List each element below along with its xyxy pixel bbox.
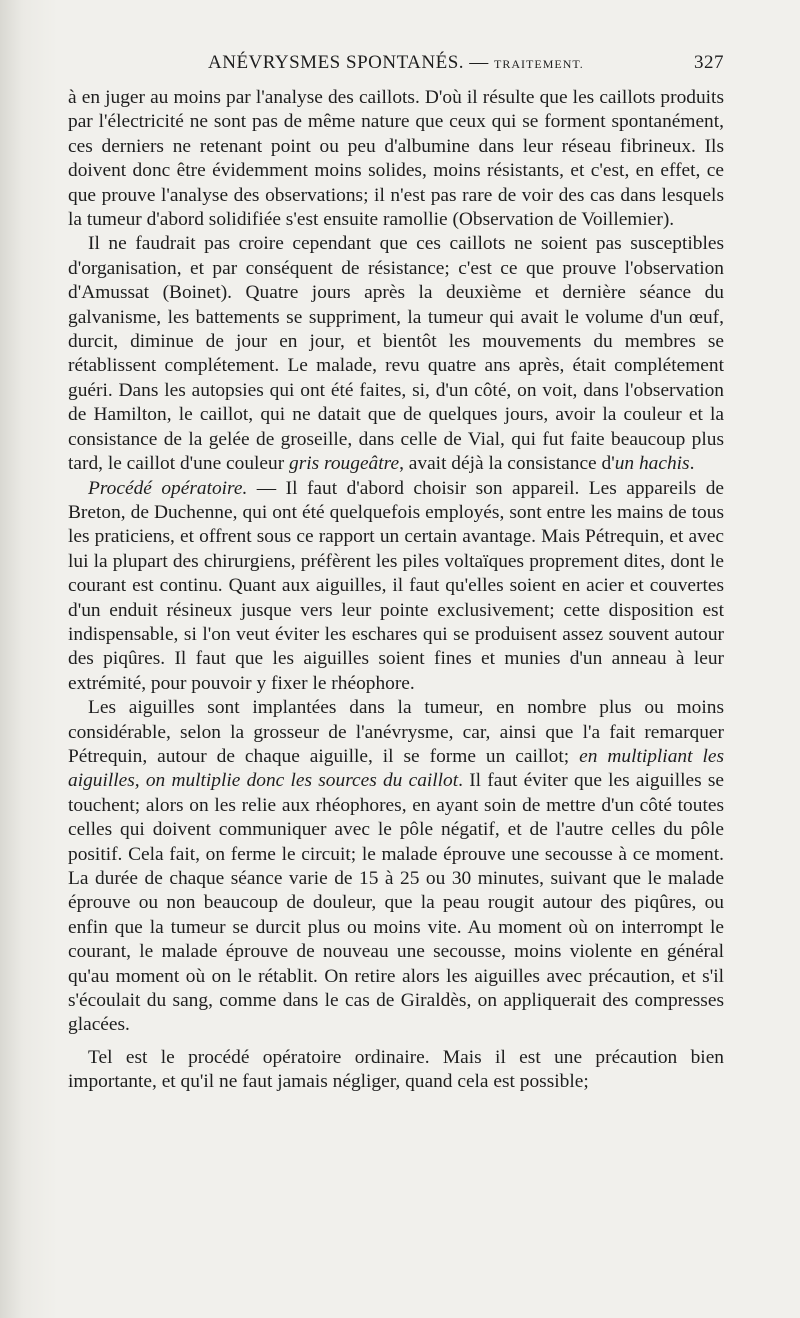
page-gutter-shadow (0, 0, 58, 1318)
paragraph-3-text: — Il faut d'abord choisir son appareil. Les appareils de Breton, de Duchenne, qui ont été quelquefois employés, sont entre les mains de tous les praticiens, et offrent sous ce rapport un certain avantage. Mais Pétrequin, et avec lui la plupart des chirurgiens, préfèrent les piles voltaïques proprement dites, dont le courant est continu. Quant aux aiguilles, il faut qu'elles soient en acier et couvertes d'un enduit résineux jusque vers leur pointe exclusivement; cette disposition est indispensable, si l'on veut éviter les eschares qui se produisent assez souvent autour des piqûres. Il faut que les aiguilles soient fines et munies d'un anneau à leur extrémité, pour pouvoir y fixer le rhéophore. (68, 477, 724, 694)
paragraph-2-text-c: . (689, 453, 695, 475)
running-title-main: ANÉVRYSMES SPONTANÉS. (208, 52, 465, 73)
paragraph-2-italic-1: gris rougeâtre (289, 453, 400, 475)
running-title-sub: TRAITEMENT. (494, 57, 584, 71)
section-heading-procede-operatoire: Procédé opératoire. (88, 477, 248, 499)
running-title (208, 52, 584, 74)
paragraph-2-text-b: , avait déjà la consistance d' (399, 453, 615, 475)
paragraph-2 (68, 232, 724, 476)
paragraph-4-text-a: Les aiguilles sont implantées dans la tumeur, en nombre plus ou moins considérable, selon la grosseur de l'anévrysme, car, ainsi que l'a fait remarquer Pétrequin, autour de chaque aiguille, il se forme un caillot; (68, 697, 724, 767)
paragraph-4 (68, 696, 724, 1038)
paragraph-2-italic-2: un hachis (614, 453, 690, 475)
page-number: 327 (694, 52, 724, 73)
paragraph-4-text-b: . Il faut éviter que les aiguilles se touchent; alors on les relie aux rhéophores, en ayant soin de mettre d'un côté toutes celles qui doivent communiquer avec le pôle négatif, et de l'autre celles du pôle positif. Cela fait, on ferme le circuit; le malade éprouve une secousse à ce moment. La durée de chaque séance varie de 15 à 25 ou 30 minutes, suivant que le malade éprouve ou non beaucoup de douleur, que la peau rougit autour des piqûres, ou enfin que la tumeur se durcit plus ou moins vite. Au moment où on interrompt le courant, le malade éprouve de nouveau une secousse, moins violente en général qu'au moment où on le rétablit. On retire alors les aiguilles avec précaution, et s'il s'écoulait du sang, comme dans le cas de Giraldès, on appliquerait des compresses glacées. (68, 770, 724, 1036)
paragraph-3 (68, 477, 724, 697)
running-title-dash: — (464, 52, 495, 73)
paragraph-1: à en juger au moins par l'analyse des caillots. D'où il résulte que les caillots produits par l'électricité ne sont pas de même nature que ceux qui se forment spontanément, ces derniers ne retenant point ou peu d'albumine dans leur réseau fibrineux. Ils doivent donc être évidemment moins solides, moins résistants, et c'est, en effet, ce que prouve l'analyse des observations; il n'est pas rare de voir des cas dans lesquels la tumeur d'abord solidifiée s'est ensuite ramollie (Observation de Voillemier). (68, 87, 724, 231)
paragraph-2-text-a: Il ne faudrait pas croire cependant que ces caillots ne soient pas susceptibles d'organisation, et par conséquent de résistance; c'est ce que prouve l'observation d'Amussat (Boinet). Quatre jours après la deuxième et dernière séance du galvanisme, les battements se suppriment, la tumeur qui avait le volume d'un œuf, durcit, diminue de jour en jour, et bientôt les mouvements du membres se rétablissent complétement. Le malade, revu quatre ans après, était complétement guéri. Dans les autopsies qui ont été faites, si, d'un côté, on voit, dans l'observation de Hamilton, le caillot, qui ne datait que de quelques jours, avoir la couleur et la consistance de la gelée de groseille, dans celle de Vial, qui fut faite beaucoup plus tard, le caillot d'une couleur (68, 233, 724, 475)
body-text (68, 86, 724, 1095)
paragraph-4-italic: en multipliant les aiguilles, on multiplie donc les sources du caillot (68, 745, 724, 792)
running-header (68, 52, 724, 82)
paragraph-5: Tel est le procédé opératoire ordinaire. Mais il est une précaution bien importante, et qu'il ne faut jamais négliger, quand cela est possible; (68, 1046, 724, 1093)
